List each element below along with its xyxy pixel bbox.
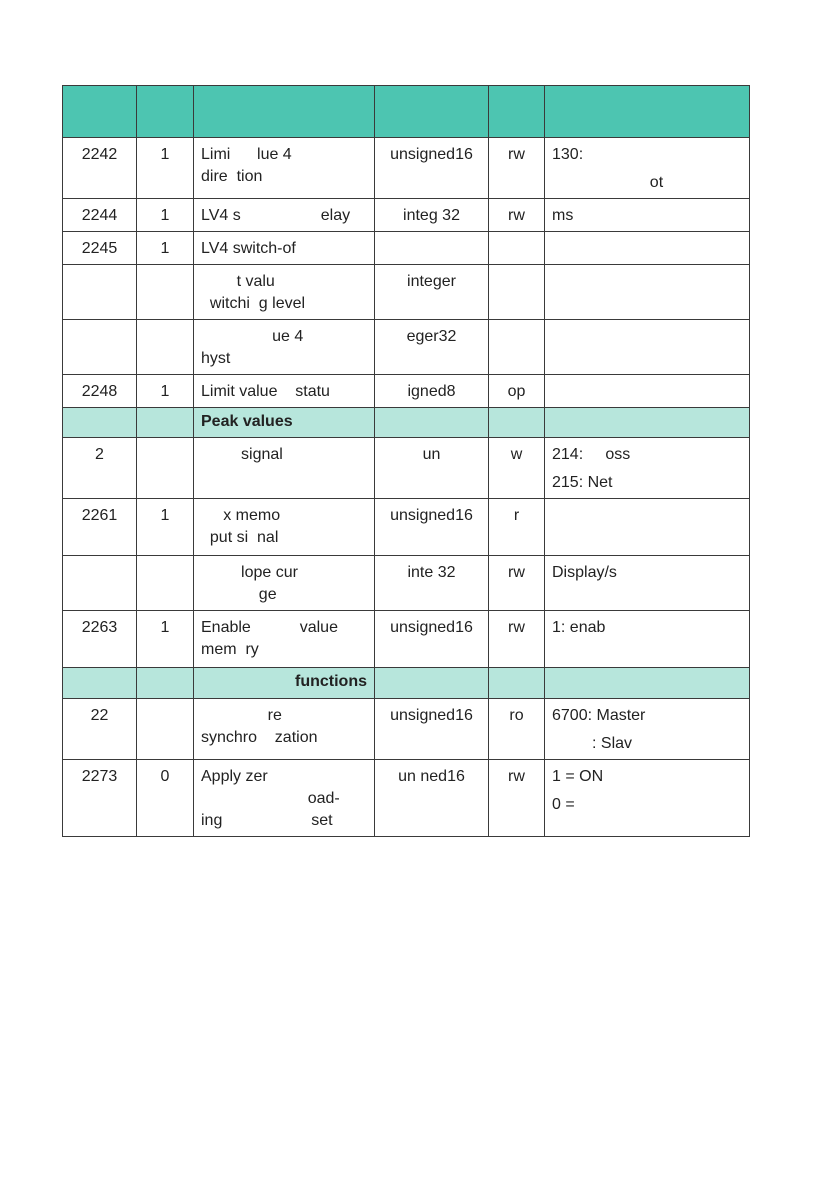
param-subindex-cell: 1 xyxy=(137,375,194,408)
table-row xyxy=(63,375,750,408)
description-line: LV4 s elay xyxy=(201,207,351,224)
parameter-table xyxy=(62,85,750,837)
param-access-cell xyxy=(489,265,545,320)
section-cell xyxy=(489,408,545,438)
param-type-cell: inte 32 xyxy=(375,556,489,611)
param-id-cell: 2261 xyxy=(63,499,137,556)
param-access-cell: ro xyxy=(489,699,545,760)
param-description-cell xyxy=(194,611,375,668)
value-line: Display/s xyxy=(552,564,617,581)
param-description-cell xyxy=(194,138,375,199)
section-cell xyxy=(545,668,750,699)
param-description-cell xyxy=(194,438,375,499)
description-line: oad- xyxy=(201,790,340,807)
description-line: put si nal xyxy=(201,529,279,546)
value-line: 1 = ON xyxy=(552,768,604,785)
param-access-cell: r xyxy=(489,499,545,556)
description-line: hyst xyxy=(201,350,231,367)
param-access-cell: rw xyxy=(489,199,545,232)
header-cell-values xyxy=(545,86,750,138)
description-line: t valu xyxy=(201,273,275,290)
description-line: ing set xyxy=(201,812,333,829)
param-id-cell: 2263 xyxy=(63,611,137,668)
description-line: re xyxy=(201,707,282,724)
param-id-cell xyxy=(63,320,137,375)
description-line: ue 4 xyxy=(201,328,304,345)
table-header-row xyxy=(63,86,750,138)
param-access-cell: op xyxy=(489,375,545,408)
param-type-cell: un ned16 xyxy=(375,760,489,837)
param-values-cell xyxy=(545,199,750,232)
param-id-cell: 2242 xyxy=(63,138,137,199)
description-line: witchi g level xyxy=(201,295,306,312)
description-line: x memo xyxy=(201,507,281,524)
param-subindex-cell xyxy=(137,438,194,499)
param-subindex-cell: 1 xyxy=(137,138,194,199)
table-row xyxy=(63,232,750,265)
param-access-cell: rw xyxy=(489,556,545,611)
value-line: 1: enab xyxy=(552,619,606,636)
section-cell xyxy=(545,408,750,438)
section-row xyxy=(63,668,750,699)
param-description-cell xyxy=(194,699,375,760)
param-values-cell xyxy=(545,320,750,375)
description-line: Limit value statu xyxy=(201,383,330,400)
header-cell-subindex xyxy=(137,86,194,138)
value-line: 130: xyxy=(552,146,584,163)
param-id-cell: 2245 xyxy=(63,232,137,265)
param-id-cell: 2 xyxy=(63,438,137,499)
param-access-cell: rw xyxy=(489,760,545,837)
table-row xyxy=(63,499,750,556)
section-cell xyxy=(375,408,489,438)
param-values-cell xyxy=(545,438,750,499)
param-id-cell: 2273 xyxy=(63,760,137,837)
table-row xyxy=(63,199,750,232)
table-row xyxy=(63,760,750,837)
param-type-cell: igned8 xyxy=(375,375,489,408)
param-description-cell xyxy=(194,375,375,408)
table-row xyxy=(63,699,750,760)
param-access-cell: w xyxy=(489,438,545,499)
section-title: functions xyxy=(194,668,375,699)
section-row xyxy=(63,408,750,438)
table-row xyxy=(63,265,750,320)
param-type-cell: unsigned16 xyxy=(375,699,489,760)
parameter-table-body xyxy=(63,86,750,837)
param-values-cell xyxy=(545,760,750,837)
param-type-cell: un xyxy=(375,438,489,499)
param-subindex-cell xyxy=(137,320,194,375)
param-id-cell xyxy=(63,556,137,611)
param-description-cell xyxy=(194,232,375,265)
param-id-cell: 22 xyxy=(63,699,137,760)
param-type-cell: unsigned16 xyxy=(375,499,489,556)
param-subindex-cell xyxy=(137,556,194,611)
param-type-cell xyxy=(375,232,489,265)
param-values-cell xyxy=(545,611,750,668)
param-subindex-cell: 1 xyxy=(137,199,194,232)
param-description-cell xyxy=(194,265,375,320)
description-line: LV4 switch-of xyxy=(201,240,296,257)
description-line: ge xyxy=(201,586,277,603)
param-access-cell xyxy=(489,320,545,375)
param-type-cell: integ 32 xyxy=(375,199,489,232)
value-line: : Slav xyxy=(552,735,633,752)
value-line: 6700: Master xyxy=(552,707,646,724)
param-subindex-cell: 1 xyxy=(137,232,194,265)
param-type-cell: unsigned16 xyxy=(375,138,489,199)
description-line: mem ry xyxy=(201,641,259,658)
description-line: Apply zer xyxy=(201,768,268,785)
table-row xyxy=(63,556,750,611)
param-subindex-cell: 0 xyxy=(137,760,194,837)
section-title: Peak values xyxy=(194,408,375,438)
value-line: ms xyxy=(552,207,574,224)
header-cell-access xyxy=(489,86,545,138)
value-line: 0 = xyxy=(552,796,575,813)
param-access-cell xyxy=(489,232,545,265)
header-cell-description xyxy=(194,86,375,138)
param-subindex-cell: 1 xyxy=(137,611,194,668)
section-cell xyxy=(137,668,194,699)
description-line: synchro zation xyxy=(201,729,318,746)
param-values-cell xyxy=(545,375,750,408)
header-cell-type xyxy=(375,86,489,138)
table-row xyxy=(63,611,750,668)
param-subindex-cell: 1 xyxy=(137,499,194,556)
description-line: signal xyxy=(201,446,283,463)
param-description-cell xyxy=(194,320,375,375)
value-line: ot xyxy=(552,174,664,191)
param-values-cell xyxy=(545,265,750,320)
param-description-cell xyxy=(194,760,375,837)
param-description-cell xyxy=(194,499,375,556)
param-id-cell xyxy=(63,265,137,320)
section-cell xyxy=(63,408,137,438)
table-row xyxy=(63,138,750,199)
param-description-cell xyxy=(194,556,375,611)
value-line: 215: Net xyxy=(552,474,613,491)
header-cell-id xyxy=(63,86,137,138)
param-id-cell: 2244 xyxy=(63,199,137,232)
section-cell xyxy=(375,668,489,699)
param-type-cell: integer xyxy=(375,265,489,320)
param-values-cell xyxy=(545,499,750,556)
description-line: Limi lue 4 xyxy=(201,146,292,163)
param-access-cell: rw xyxy=(489,611,545,668)
param-values-cell xyxy=(545,556,750,611)
param-subindex-cell xyxy=(137,265,194,320)
description-line: dire tion xyxy=(201,168,263,185)
param-type-cell: eger32 xyxy=(375,320,489,375)
param-values-cell xyxy=(545,699,750,760)
param-access-cell: rw xyxy=(489,138,545,199)
param-subindex-cell xyxy=(137,699,194,760)
param-type-cell: unsigned16 xyxy=(375,611,489,668)
table-row xyxy=(63,438,750,499)
section-cell xyxy=(489,668,545,699)
param-values-cell xyxy=(545,138,750,199)
description-line: Enable value xyxy=(201,619,338,636)
table-row xyxy=(63,320,750,375)
section-cell xyxy=(137,408,194,438)
section-cell xyxy=(63,668,137,699)
value-line: 214: oss xyxy=(552,446,631,463)
param-id-cell: 2248 xyxy=(63,375,137,408)
param-description-cell xyxy=(194,199,375,232)
description-line: lope cur xyxy=(201,564,298,581)
param-values-cell xyxy=(545,232,750,265)
